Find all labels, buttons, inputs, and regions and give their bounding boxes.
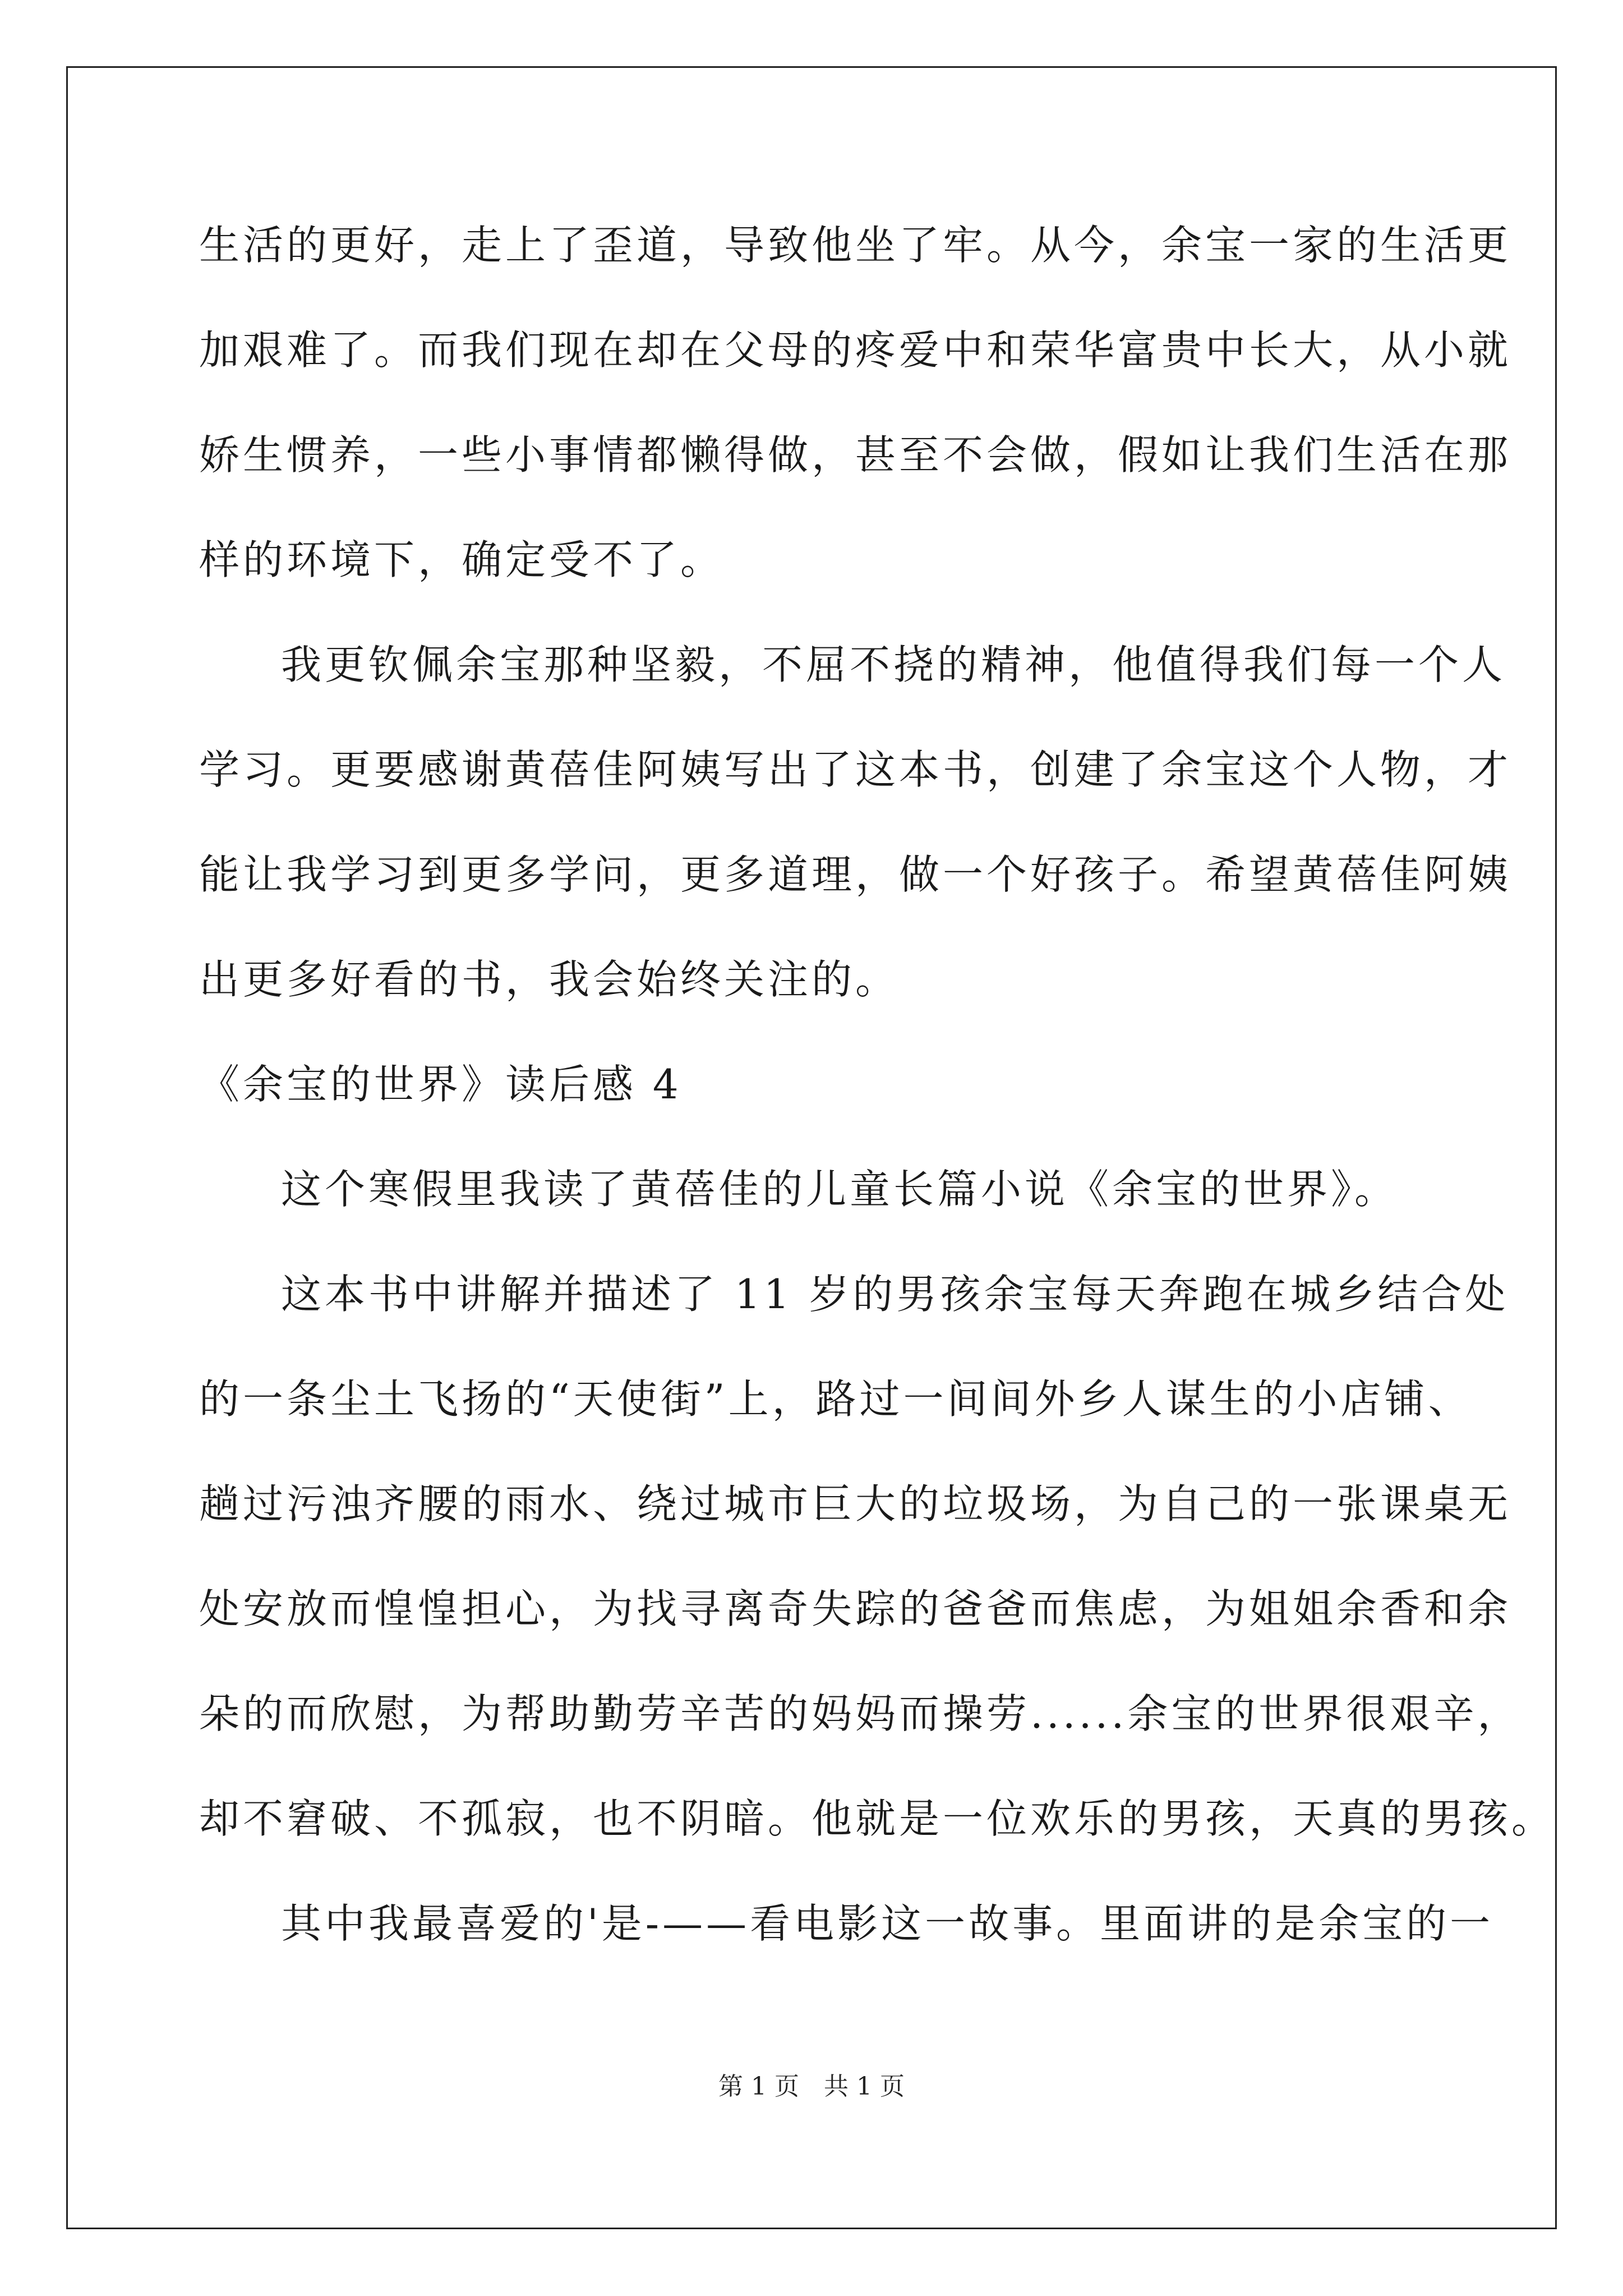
text-line: 娇生惯养，一些小事情都懒得做，甚至不会做，假如让我们生活在那 (199, 431, 1512, 478)
text-line: 趟过污浊齐腰的雨水、绕过城市巨大的垃圾场，为自己的一张课桌无 (199, 1480, 1512, 1527)
text-line: 出更多好看的书，我会始终关注的。 (199, 956, 900, 1003)
text-line: 学习。更要感谢黄蓓佳阿姨写出了这本书，创建了余宝这个人物，才 (199, 746, 1512, 793)
text-line: 的一条尘土飞扬的“天使街”上，路过一间间外乡人谋生的小店铺、 (199, 1375, 1472, 1423)
paragraph-first-line: 我更钦佩余宝那种坚毅，不屈不挠的精神，他值得我们每一个人 (281, 641, 1506, 688)
section-heading: 《余宝的世界》读后感 4 (199, 1061, 682, 1108)
text-line: 能让我学习到更多学问，更多道理，做一个好孩子。希望黄蓓佳阿姨 (199, 851, 1512, 898)
text-line: 加艰难了。而我们现在却在父母的疼爱中和荣华富贵中长大，从小就 (199, 326, 1512, 374)
text-line: 却不窘破、不孤寂，也不阴暗。他就是一位欢乐的男孩，天真的男孩。 (199, 1795, 1556, 1842)
paragraph-first-line: 这个寒假里我读了黄蓓佳的儿童长篇小说《余宝的世界》。 (281, 1166, 1399, 1213)
text-line: 朵的而欣慰，为帮助勤劳辛苦的妈妈而操劳......余宝的世界很艰辛， (199, 1690, 1521, 1737)
paragraph-first-line: 其中我最喜爱的'是-——看电影这一故事。里面讲的是余宝的一 (281, 1900, 1494, 1947)
paragraph-first-line: 这本书中讲解并描述了 11 岁的男孩余宝每天奔跑在城乡结合处 (281, 1271, 1509, 1318)
text-line: 生活的更好，走上了歪道，导致他坐了牢。从今，余宝一家的生活更 (199, 222, 1512, 269)
page-footer: 第 1 页 共 1 页 (718, 2072, 905, 2101)
text-line: 样的环境下，确定受不了。 (199, 536, 725, 583)
text-line: 处安放而惶惶担心，为找寻离奇失踪的爸爸而焦虑，为姐姐余香和余 (199, 1585, 1512, 1632)
